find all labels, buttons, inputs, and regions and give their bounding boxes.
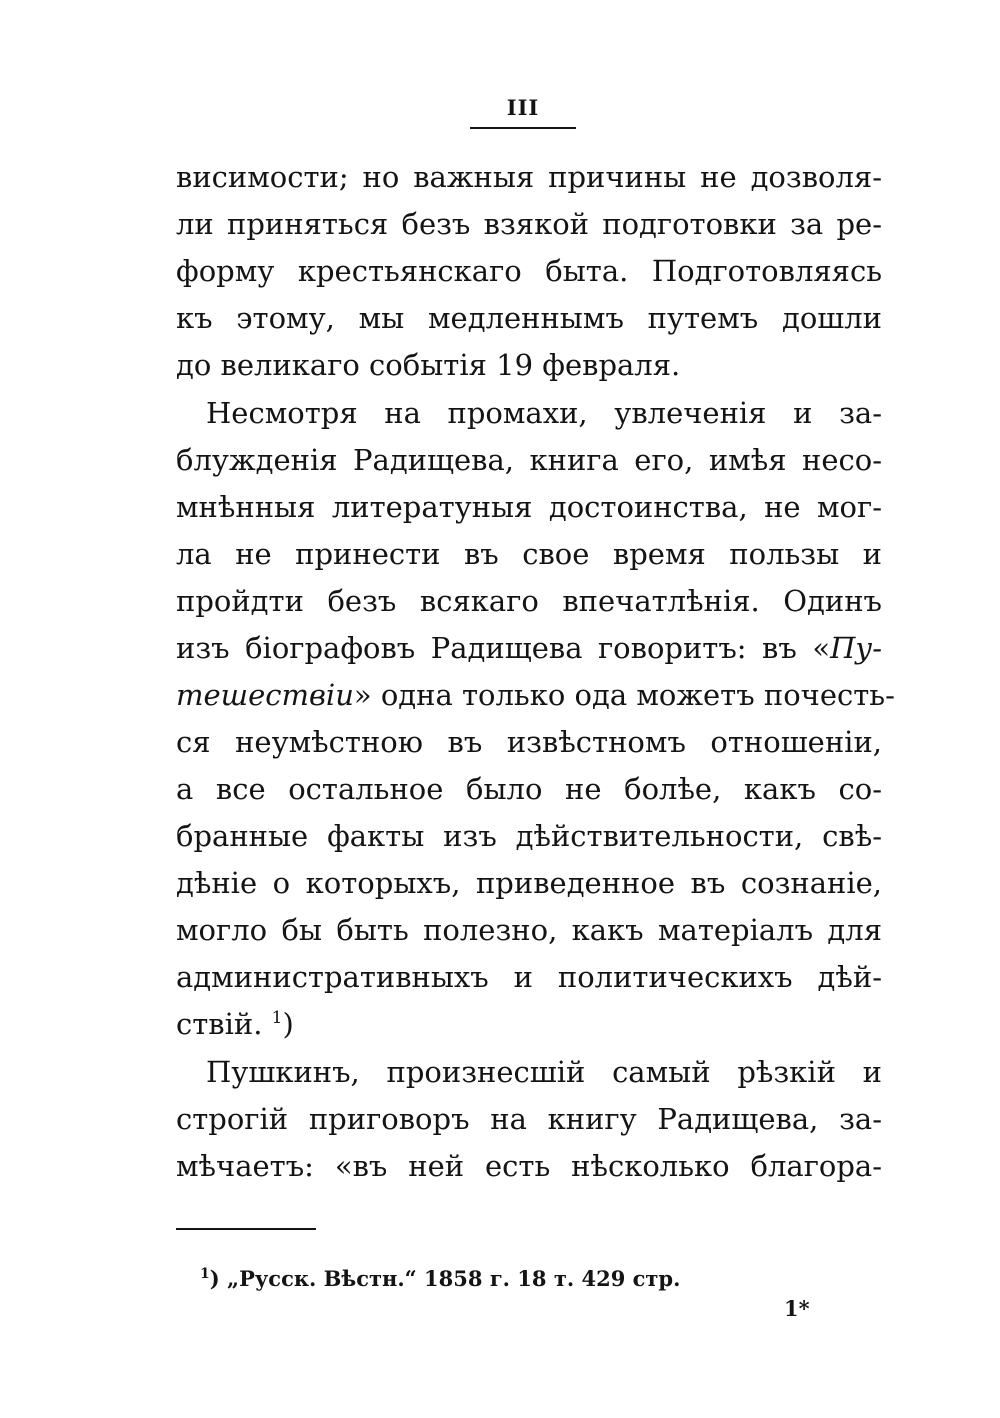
text-line	[176, 1001, 882, 1048]
text-line: административныхъ и политическихъ дѣй-	[176, 960, 882, 994]
text-line: Пушкинъ, произнесшій самый рѣзкій и	[206, 1055, 882, 1089]
text-line: къ этому, мы медленнымъ путемъ дошли	[176, 301, 882, 335]
footnote-marker: 1	[271, 1008, 283, 1028]
body-text	[176, 154, 895, 1190]
footnote-rule	[176, 1228, 316, 1230]
text-line: Несмотря на промахи, увлеченія и за-	[206, 396, 882, 430]
text-line: пройдти безъ всякаго впечатлѣнія. Одинъ	[176, 584, 882, 618]
footnote	[200, 1266, 680, 1292]
text-line: блужденія Радищева, книга его, имѣя несо-	[176, 443, 882, 477]
text-line	[176, 672, 895, 719]
text-line: висимости; но важныя причины не дозволя-	[176, 160, 882, 194]
text-line: ла не принести въ свое время пользы и	[176, 537, 882, 571]
text-line: мѣчаетъ: «въ ней есть нѣсколько благора-	[176, 1149, 882, 1183]
text-segment: » одна только ода можетъ почесть-	[353, 678, 895, 712]
header-rule	[470, 127, 576, 129]
text-line: ли приняться безъ взякой подготовки за ре-	[176, 207, 882, 241]
footnote-marker: 1	[200, 1266, 210, 1282]
signature-mark: 1*	[784, 1296, 810, 1321]
text-line: мнѣнныя литератуныя достоинства, не мог-	[176, 490, 882, 524]
text-line: до великаго событія 19 февраля.	[176, 348, 681, 382]
text-segment: ствій.	[176, 1007, 272, 1041]
italic-title: Пу-	[830, 631, 882, 665]
text-line: дѣніе о которыхъ, приведенное въ сознаніе,	[176, 866, 882, 900]
text-segment: изъ біографовъ Радищева говоритъ: въ «	[176, 631, 831, 665]
text-line: могло бы быть полезно, какъ матеріалъ для	[176, 913, 882, 947]
text-line	[176, 625, 882, 672]
page-number: III	[506, 95, 540, 120]
text-line: ся неумѣстною въ извѣстномъ отношеніи,	[176, 725, 882, 759]
footnote-paren: )	[282, 1007, 294, 1041]
text-line: а все остальное было не болѣе, какъ со-	[176, 772, 882, 806]
footnote-paren: )	[209, 1266, 220, 1291]
text-line: форму крестьянскаго быта. Подготовляясь	[176, 254, 882, 288]
text-line: строгій приговоръ на книгу Радищева, за-	[176, 1102, 882, 1136]
text-line: бранные факты изъ дѣйствительности, свѣ-	[176, 819, 882, 853]
footnote-text: „Русск. Вѣстн.“ 1858 г. 18 т. 429 стр.	[219, 1266, 681, 1291]
italic-title: тешествіи	[176, 678, 354, 712]
